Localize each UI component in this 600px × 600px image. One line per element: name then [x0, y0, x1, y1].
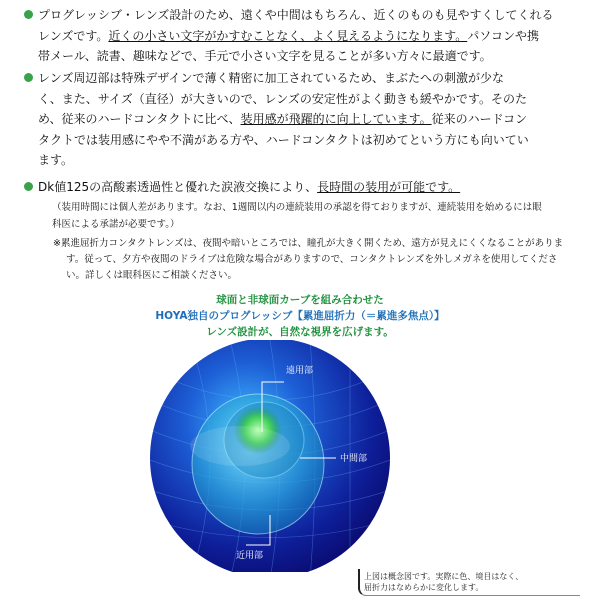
bullet-line — [38, 26, 578, 47]
text-segment: プログレッシブ・レンズ設計のため、遠くや中間はもちろん、近くのものも見やすくしてくれる — [38, 8, 554, 22]
lens-diagram — [0, 340, 600, 572]
bullet-line — [38, 89, 578, 110]
night-driving-warning — [53, 236, 576, 284]
text-segment: 従来のハードコン — [431, 112, 528, 126]
note-line: 科医による承諾が必要です。） — [52, 219, 180, 230]
note-line: （装用時間には個人差があります。なお、1週間以内の連続装用の承認を得ておりますが、連続装用を始めるには眼 — [52, 202, 542, 213]
mid-zone-label: 中間部 — [340, 454, 368, 464]
text-segment: Dk値125の高酸素透過性と優れた涙液交換により、 — [38, 180, 318, 194]
bullet-line — [38, 177, 578, 198]
figure-headline — [0, 292, 600, 340]
note-line: ※累進屈折力コンタクトレンズは、夜間や暗いところでは、瞳孔が大きく開くため、遠方が見えにくくなることがありま — [53, 238, 564, 249]
bullet-text — [38, 5, 578, 67]
caption-line-1: 上図は概念図です。実際に色、境目はなく、 — [364, 572, 524, 581]
underlined-phrase: 長時間の装用が可能です。 — [317, 180, 461, 194]
bullet-line — [38, 109, 578, 130]
near-zone-label: 近用部 — [236, 551, 264, 561]
green-bullet-icon — [24, 73, 33, 82]
wearing-time-note — [52, 199, 572, 233]
bullet-text — [38, 177, 578, 198]
underlined-phrase: 近くの小さい文字がかすむことなく、よく見えるようになります。 — [108, 28, 468, 43]
note-line: す。従って、夕方や夜間のドライブは危険な場合がありますので、コンタクトレンズを外しメガネを使用してくださ — [66, 254, 558, 265]
bullet-line — [38, 68, 578, 89]
text-segment: レンズ周辺部は特殊デザインで薄く精密に加工されているため、まぶたへの刺激が少な — [38, 71, 505, 85]
bullet-line — [38, 46, 578, 67]
note-line: い。詳しくは眼科医にご相談ください。 — [66, 270, 238, 281]
figure-caption — [364, 571, 580, 593]
caption-line-2: 屈折力はなめらかに変化します。 — [364, 583, 484, 592]
headline-line-1: 球面と非球面カーブを組み合わせた — [216, 294, 384, 306]
text-segment: レンズです。 — [38, 28, 109, 43]
text-segment: く、また、サイズ（直径）が大きいので、レンズの安定性がよく動きも緩やかです。そのた — [38, 91, 527, 106]
text-segment: ます。 — [38, 153, 74, 167]
bullet-line — [38, 130, 578, 151]
bullet-text — [38, 68, 578, 171]
headline-line-3: レンズ設計が、自然な視界を広げます。 — [206, 326, 394, 338]
bullet-line — [38, 5, 578, 26]
underlined-phrase: 装用感が飛躍的に向上しています。 — [240, 112, 432, 126]
text-segment: タクトでは装用感にやや不満がある方や、ハードコンタクトは初めてという方にも向いてい — [38, 132, 529, 147]
green-bullet-icon — [24, 10, 33, 19]
feature-bullet-comfort — [38, 68, 578, 171]
feature-bullet-oxygen — [38, 177, 578, 198]
bullet-line — [38, 150, 578, 171]
feature-bullet-progressive — [38, 5, 578, 67]
lens-highlight — [190, 426, 290, 466]
text-segment: パソコンや携 — [467, 28, 539, 43]
far-zone-label: 遠用部 — [286, 366, 314, 376]
text-segment: 帯メール、読書、趣味などで、手元で小さい文字を見ることが多い方々に最適です。 — [38, 49, 492, 63]
green-bullet-icon — [24, 182, 33, 191]
headline-line-2: HOYA独自のプログレッシブ【累進屈折力（＝累進多焦点）】 — [155, 310, 445, 322]
text-segment: め、従来のハードコンタクトに比べ、 — [38, 112, 241, 126]
